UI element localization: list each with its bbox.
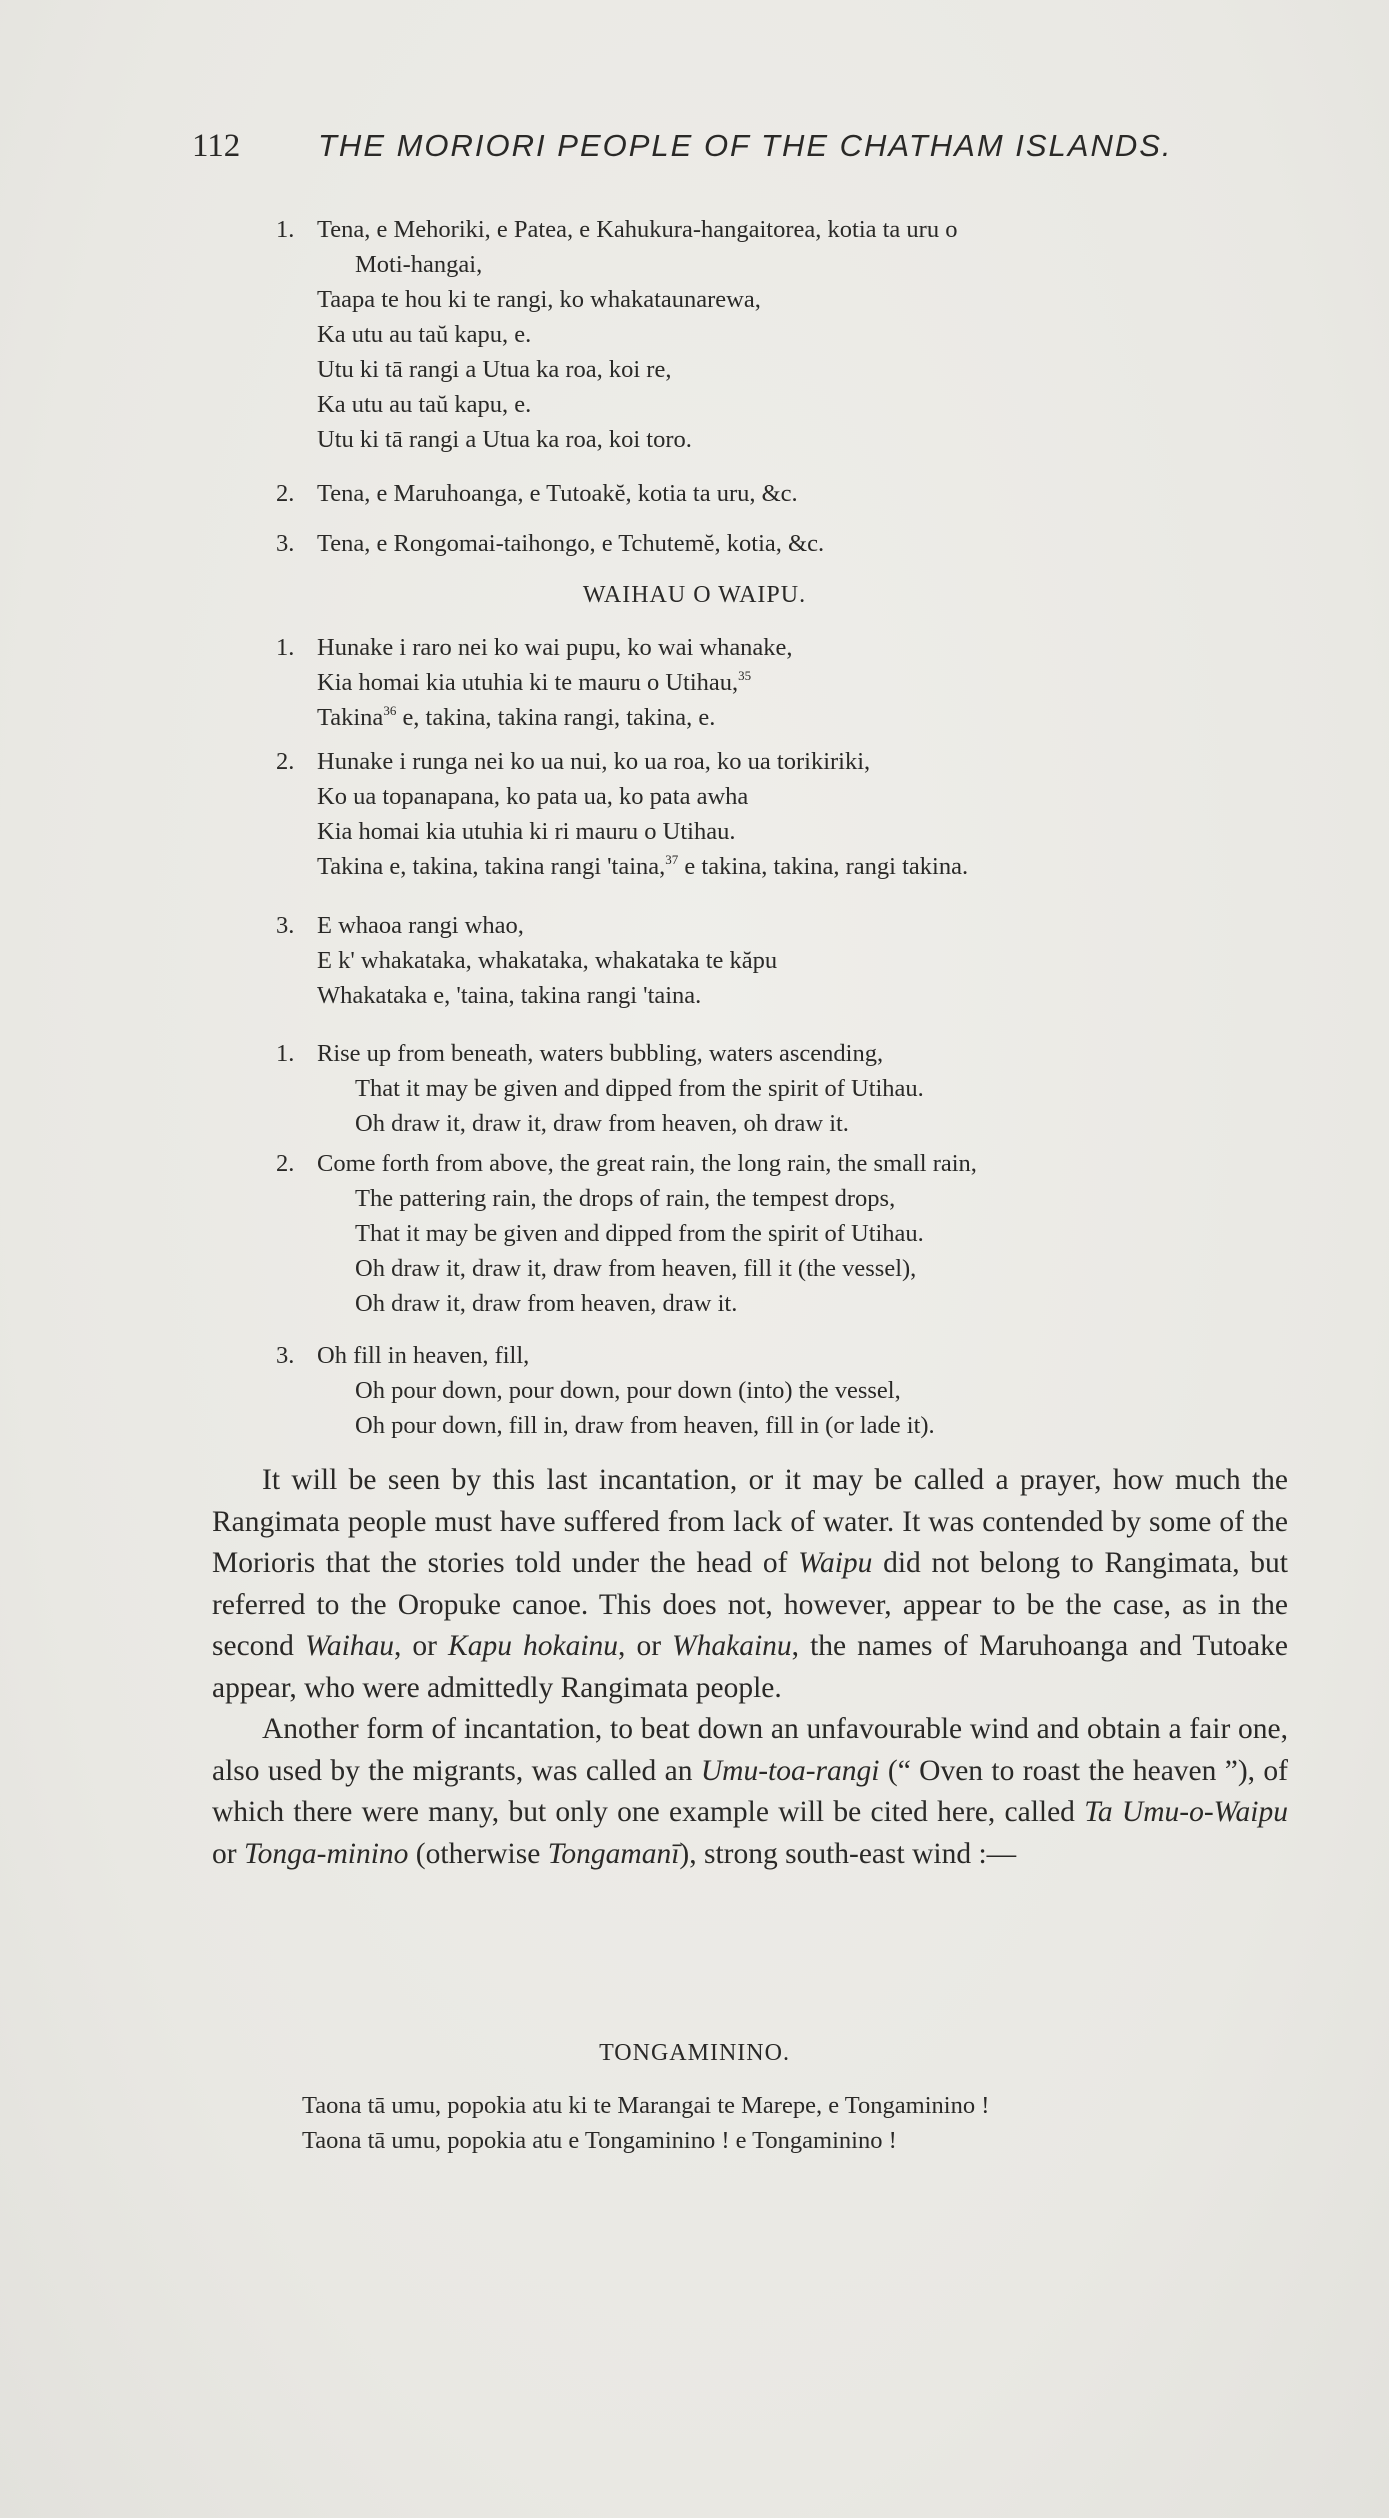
text-run: (otherwise xyxy=(408,1837,548,1870)
verse-line: Tena, e Maruhoanga, e Tutoakĕ, kotia ta uru, &c. xyxy=(317,480,798,507)
verse-line xyxy=(317,849,968,884)
verse-line: Oh draw it, draw it, draw from heaven, oh draw it. xyxy=(355,1110,849,1137)
verse-line: That it may be given and dipped from the spirit of Utihau. xyxy=(355,1075,924,1102)
verse-line: E k' whakataka, whakataka, whakataka te kăpu xyxy=(317,947,778,974)
verse-line: Oh pour down, fill in, draw from heaven, fill in (or lade it). xyxy=(355,1412,935,1439)
text-run: Another form of incantation, to beat down an unfavourable wind and obtain a fair one, also used by the migrants, was called an xyxy=(212,1713,1288,1787)
verse-line-text: Takina xyxy=(317,704,384,731)
verse-number: 3. xyxy=(276,530,295,557)
text-run: It will be seen by this last incantation, or it may be called a prayer, how much the Rangimata people must have suffered from lack of water. It was contended by some of the Morioris that the stories told under the head of xyxy=(212,1464,1288,1579)
verse-line: Utu ki tā rangi a Utua ka roa, koi toro. xyxy=(317,426,692,453)
verse-number: 1. xyxy=(276,216,295,243)
verse-line-text: e takina, takina, rangi takina. xyxy=(684,853,969,880)
italic-term: Umu-toa-rangi xyxy=(700,1754,880,1787)
italic-term: Waipu xyxy=(798,1547,873,1579)
page-number: 112 xyxy=(192,128,241,164)
verse-line: Ka utu au taŭ kapu, e. xyxy=(317,391,532,418)
page-header xyxy=(192,128,1192,178)
verse-line: Moti-hangai, xyxy=(355,251,483,278)
footnote-ref: 35 xyxy=(738,668,752,683)
verse-number: 2. xyxy=(276,480,295,507)
running-title: THE MORIORI PEOPLE OF THE CHATHAM ISLANDS. xyxy=(318,128,1173,163)
italic-term: Kapu hokainu xyxy=(448,1630,619,1662)
section-heading-tongaminino: TONGAMININO. xyxy=(599,2040,790,2066)
verse-number: 1. xyxy=(276,1040,295,1067)
italic-term: Whakainu xyxy=(672,1630,792,1662)
verse-line: Ka utu au taŭ kapu, e. xyxy=(317,321,532,348)
verse-line: E whaoa rangi whao, xyxy=(317,912,524,939)
verse-line: Taapa te hou ki te rangi, ko whakataunarewa, xyxy=(317,286,761,313)
verse-line: Come forth from above, the great rain, the long rain, the small rain, xyxy=(317,1150,977,1177)
verse-line: Hunake i runga nei ko ua nui, ko ua roa, ko ua torikiriki, xyxy=(317,748,871,775)
verse-line: Utu ki tā rangi a Utua ka roa, koi re, xyxy=(317,356,672,383)
paragraph xyxy=(212,1460,1288,1709)
paragraph xyxy=(212,1709,1288,1875)
verse-number: 3. xyxy=(276,912,295,939)
verse-line: Ko ua topanapana, ko pata ua, ko pata awha xyxy=(317,783,749,810)
verse-line: Whakataka e, 'taina, takina rangi 'taina. xyxy=(317,982,702,1009)
section-heading-waihau: WAIHAU O WAIPU. xyxy=(582,582,807,608)
verse-line: Tena, e Mehoriki, e Patea, e Kahukura-hangaitorea, kotia ta uru o xyxy=(317,216,958,243)
verse-line: Oh draw it, draw from heaven, draw it. xyxy=(355,1290,738,1317)
verse-number: 3. xyxy=(276,1342,295,1369)
verse-line-text: Takina e, takina, takina rangi 'taina, xyxy=(317,853,666,880)
italic-term: Tongamanī xyxy=(547,1837,680,1870)
verse-line: Taona tā umu, popokia atu e Tongaminino ! e Tongaminino ! xyxy=(302,2127,897,2154)
text-run: (“ Oven to roast the heaven ”), of which there were many, but only one example will be cited here, called xyxy=(212,1754,1289,1828)
verse-line: Rise up from beneath, waters bubbling, waters ascending, xyxy=(317,1040,884,1067)
verse-line: Hunake i raro nei ko wai pupu, ko wai whanake, xyxy=(317,634,793,661)
text-run: or xyxy=(212,1837,244,1870)
verse-line-text: Kia homai kia utuhia ki te mauru o Utihau, xyxy=(317,669,739,696)
text-run: did not belong to Rangimata, but referred to the Oropuke canoe. This does not, however, appear to be the case, as in the second xyxy=(212,1547,1288,1662)
body-text xyxy=(212,1460,1288,1875)
verse-line: The pattering rain, the drops of rain, the tempest drops, xyxy=(355,1185,896,1212)
verse-line-text: e, takina, takina rangi, takina, e. xyxy=(402,704,716,731)
verse-number: 2. xyxy=(276,748,295,775)
verse-line: Oh draw it, draw it, draw from heaven, fill it (the vessel), xyxy=(355,1255,917,1282)
verse-line: That it may be given and dipped from the spirit of Utihau. xyxy=(355,1220,924,1247)
text-run: , or xyxy=(618,1630,673,1662)
italic-term: Ta Umu-o-Waipu xyxy=(1084,1796,1288,1828)
verse-line xyxy=(317,665,793,700)
verse-line: Kia homai kia utuhia ki ri mauru o Utihau. xyxy=(317,818,736,845)
verse-line: Oh pour down, pour down, pour down (into) the vessel, xyxy=(355,1377,901,1404)
verse-line: Taona tā umu, popokia atu ki te Marangai te Marepe, e Tongaminino ! xyxy=(302,2092,990,2119)
text-run: , the names of Maruhoanga and Tutoake appear, who were admittedly Rangimata people. xyxy=(212,1630,1288,1704)
verse-line: Oh fill in heaven, fill, xyxy=(317,1342,530,1369)
text-run: , or xyxy=(394,1630,449,1662)
text-run: ), strong south-east wind :— xyxy=(679,1837,1017,1870)
italic-term: Tonga-minino xyxy=(243,1837,409,1870)
footnote-ref: 36 xyxy=(383,703,397,718)
verse-number: 2. xyxy=(276,1150,295,1177)
verse-line xyxy=(317,700,793,735)
final-verse xyxy=(302,2088,989,2158)
italic-term: Waihau xyxy=(304,1630,395,1662)
verse-number: 1. xyxy=(276,634,295,661)
footnote-ref: 37 xyxy=(665,852,679,867)
verse-line: Tena, e Rongomai-taihongo, e Tchutemĕ, kotia, &c. xyxy=(317,530,825,557)
